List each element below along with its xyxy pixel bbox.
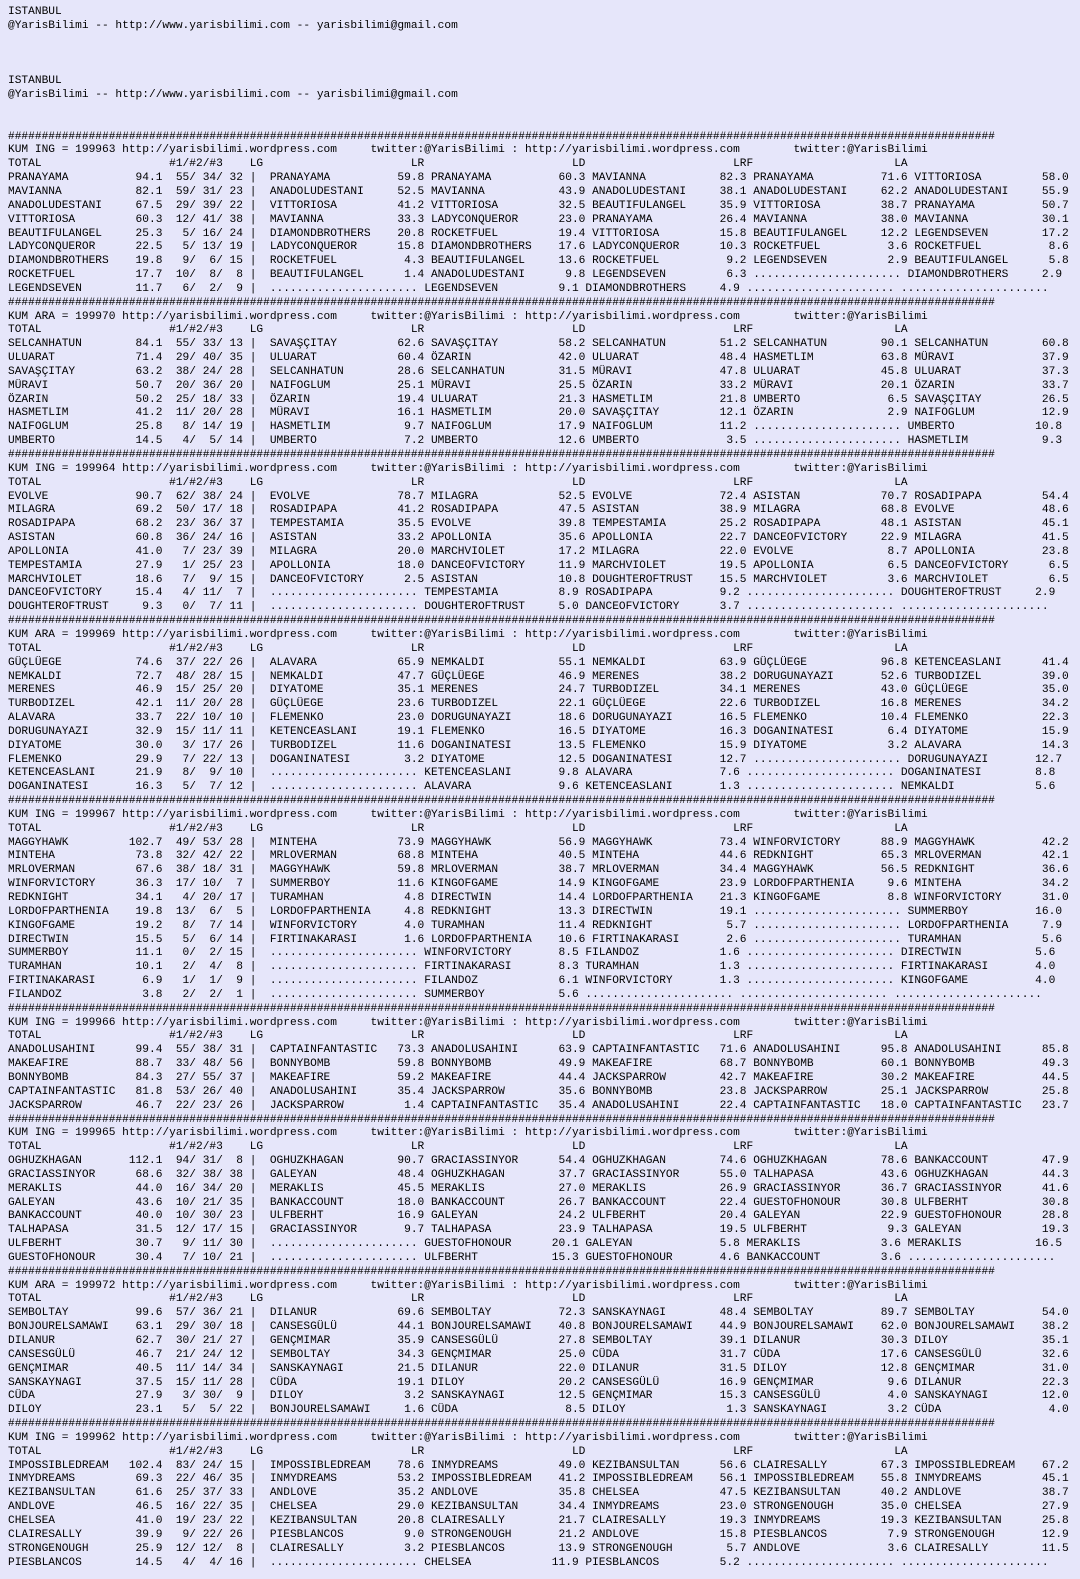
race-row: GRACIASSINYOR 68.6 32/ 38/ 38 | GALEYAN 48.4 OGHUZKHAGAN 37.7 GRACIASSINYOR 55.0 TALHAPASA 43.6 OGHUZKHAGAN 44.3: [8, 1168, 1069, 1181]
race-row: TURBODIZEL 42.1 11/ 20/ 28 | GÜÇLÜEGE 23.6 TURBODIZEL 22.1 GÜÇLÜEGE 22.6 TURBODIZEL 16.8 MERENES 34.2: [8, 698, 1069, 711]
race-row: SUMMERBOY 11.1 0/ 2/ 15 | ...................... WINFORVICTORY 8.5 FILANDOZ 1.6 ...................... DIRECTWIN 5.6: [8, 947, 1056, 960]
column-header: TOTAL #1/#2/#3 LG LR LD LRF LA: [8, 1141, 908, 1154]
race-row: CANSESGÜLÜ 46.7 21/ 24/ 12 | SEMBOLTAY 34.3 GENÇMIMAR 25.0 CÜDA 31.7 CÜDA 17.6 CANSESGÜLÜ 32.6: [8, 1348, 1069, 1361]
section-separator: ###################################################################################################################################################: [8, 1002, 995, 1015]
race-row: BEAUTIFULANGEL 25.3 5/ 16/ 24 | DIAMONDBROTHERS 20.8 ROCKETFUEL 19.4 VITTORIOSA 15.8 BEAUTIFULANGEL 12.2 LEGENDSEVEN 17.2: [8, 227, 1069, 240]
race-title: KUM ING = 199967 http://yarisbilimi.wordpress.com twitter:@YarisBilimi : http://yarisbilimi.wordpress.com twitter:@YarisBilimi: [8, 808, 928, 821]
race-row: IMPOSSIBLEDREAM 102.4 83/ 24/ 15 | IMPOSSIBLEDREAM 78.6 INMYDREAMS 49.0 KEZIBANSULTAN 56.6 CLAIRESALLY 67.3 IMPOSSIBLEDREAM 67.2: [8, 1459, 1069, 1472]
race-row: CLAIRESALLY 39.9 9/ 22/ 26 | PIESBLANCOS 9.0 STRONGENOUGH 21.2 ANDLOVE 15.8 PIESBLANCOS 7.9 STRONGENOUGH 12.9: [8, 1528, 1069, 1541]
race-row: GUESTOFHONOUR 30.4 7/ 10/ 21 | ...................... ULFBERHT 15.3 GUESTOFHONOUR 4.6 BANKACCOUNT 3.6 ......................: [8, 1251, 1056, 1264]
race-row: FIRTINAKARASI 6.9 1/ 1/ 9 | ...................... FILANDOZ 6.1 WINFORVICTORY 1.3 ...................... KINGOFGAME 4.0: [8, 975, 1056, 988]
race-row: PIESBLANCOS 14.5 4/ 4/ 16 | ...................... CHELSEA 11.9 PIESBLANCOS 5.2 ...................... ......................: [8, 1556, 1049, 1569]
race-row: BONJOURELSAMAWI 63.1 29/ 30/ 18 | CANSESGÜLÜ 44.1 BONJOURELSAMAWI 40.8 BONJOURELSAMAWI 44.9 BONJOURELSAMAWI 62.0 BONJOURELSAMAWI 38.2: [8, 1321, 1069, 1334]
race-row: MARCHVIOLET 18.6 7/ 9/ 15 | DANCEOFVICTORY 2.5 ASISTAN 10.8 DOUGHTEROFTRUST 15.5 MARCHVIOLET 3.6 MARCHVIOLET 6.5: [8, 573, 1069, 586]
race-row: SANSKAYNAGI 37.5 15/ 11/ 28 | CÜDA 19.1 DILOY 20.2 CANSESGÜLÜ 16.9 GENÇMIMAR 9.6 DILANUR 22.3: [8, 1376, 1069, 1389]
column-header: TOTAL #1/#2/#3 LG LR LD LRF LA: [8, 1293, 908, 1306]
race-row: KEZIBANSULTAN 61.6 25/ 37/ 33 | ANDLOVE 35.2 ANDLOVE 35.8 CHELSEA 47.5 KEZIBANSULTAN 40.2 ANDLOVE 38.7: [8, 1487, 1069, 1500]
header-contact: @YarisBilimi -- http://www.yarisbilimi.com -- yarisbilimi@gmail.com: [8, 19, 458, 32]
race-row: ULUARAT 71.4 29/ 40/ 35 | ULUARAT 60.4 ÖZARIN 42.0 ULUARAT 48.4 HASMETLIM 63.8 MÜRAVI 37.9: [8, 352, 1069, 365]
race-row: TALHAPASA 31.5 12/ 17/ 15 | GRACIASSINYOR 9.7 TALHAPASA 23.9 TALHAPASA 19.5 ULFBERHT 9.3 GALEYAN 19.3: [8, 1224, 1069, 1237]
race-title: KUM ING = 199963 http://yarisbilimi.wordpress.com twitter:@YarisBilimi : http://yarisbilimi.wordpress.com twitter:@YarisBilimi: [8, 144, 928, 157]
column-header: TOTAL #1/#2/#3 LG LR LD LRF LA: [8, 1030, 908, 1043]
race-row: ANDLOVE 46.5 16/ 22/ 35 | CHELSEA 29.0 KEZIBANSULTAN 34.4 INMYDREAMS 23.0 STRONGENOUGH 35.0 CHELSEA 27.9: [8, 1501, 1069, 1514]
race-title: KUM ARA = 199972 http://yarisbilimi.wordpress.com twitter:@YarisBilimi : http://yarisbilimi.wordpress.com twitter:@YarisBilimi: [8, 1279, 928, 1292]
race-row: OGHUZKHAGAN 112.1 94/ 31/ 8 | OGHUZKHAGAN 90.7 GRACIASSINYOR 54.4 OGHUZKHAGAN 74.6 OGHUZKHAGAN 78.6 BANKACCOUNT 47.9: [8, 1155, 1069, 1168]
race-row: GALEYAN 43.6 10/ 21/ 35 | BANKACCOUNT 18.0 BANKACCOUNT 26.7 BANKACCOUNT 22.4 GUESTOFHONOUR 30.8 ULFBERHT 30.8: [8, 1196, 1069, 1209]
race-row: BANKACCOUNT 40.0 10/ 30/ 23 | ULFBERHT 16.9 GALEYAN 24.2 ULFBERHT 20.4 GALEYAN 22.9 GUESTOFHONOUR 28.8: [8, 1210, 1069, 1223]
column-header: TOTAL #1/#2/#3 LG LR LD LRF LA: [8, 158, 908, 171]
section-separator: ###################################################################################################################################################: [8, 130, 995, 143]
section-separator: ###################################################################################################################################################: [8, 296, 995, 309]
race-row: MERAKLIS 44.0 16/ 34/ 20 | MERAKLIS 45.5 MERAKLIS 27.0 MERAKLIS 26.9 GRACIASSINYOR 36.7 GRACIASSINYOR 41.6: [8, 1182, 1069, 1195]
race-row: DILOY 23.1 5/ 5/ 22 | BONJOURELSAMAWI 1.6 CÜDA 8.5 DILOY 1.3 SANSKAYNAGI 3.2 CÜDA 4.0: [8, 1404, 1069, 1417]
race-row: LEGENDSEVEN 11.7 6/ 2/ 9 | ...................... LEGENDSEVEN 9.1 DIAMONDBROTHERS 4.9 ...................... ......................: [8, 282, 1049, 295]
race-row: HASMETLIM 41.2 11/ 20/ 28 | MÜRAVI 16.1 HASMETLIM 20.0 SAVAŞÇITAY 12.1 ÖZARIN 2.9 NAIFOGLUM 12.9: [8, 407, 1069, 420]
race-title: KUM ING = 199964 http://yarisbilimi.wordpress.com twitter:@YarisBilimi : http://yarisbilimi.wordpress.com twitter:@YarisBilimi: [8, 462, 928, 475]
column-header: TOTAL #1/#2/#3 LG LR LD LRF LA: [8, 1445, 908, 1458]
race-row: EVOLVE 90.7 62/ 38/ 24 | EVOLVE 78.7 MILAGRA 52.5 EVOLVE 72.4 ASISTAN 70.7 ROSADIPAPA 54.4: [8, 490, 1069, 503]
race-title: KUM ARA = 199970 http://yarisbilimi.wordpress.com twitter:@YarisBilimi : http://yarisbilimi.wordpress.com twitter:@YarisBilimi: [8, 310, 928, 323]
race-row: MAGGYHAWK 102.7 49/ 53/ 28 | MINTEHA 73.9 MAGGYHAWK 56.9 MAGGYHAWK 73.4 WINFORVICTORY 88.9 MAGGYHAWK 42.2: [8, 836, 1069, 849]
race-row: MAKEAFIRE 88.7 33/ 48/ 56 | BONNYBOMB 59.8 BONNYBOMB 49.9 MAKEAFIRE 68.7 BONNYBOMB 60.1 BONNYBOMB 49.3: [8, 1058, 1069, 1071]
section-separator: ###################################################################################################################################################: [8, 1265, 995, 1278]
race-row: DORUGUNAYAZI 32.9 15/ 11/ 11 | KETENCEASLANI 19.1 FLEMENKO 16.5 DIYATOME 16.3 DOGANINATESI 6.4 DIYATOME 15.9: [8, 725, 1069, 738]
race-row: DIAMONDBROTHERS 19.8 9/ 6/ 15 | ROCKETFUEL 4.3 BEAUTIFULANGEL 13.6 ROCKETFUEL 9.2 LEGENDSEVEN 2.9 BEAUTIFULANGEL 5.8: [8, 255, 1069, 268]
section-separator: ###################################################################################################################################################: [8, 1418, 995, 1431]
race-row: BONNYBOMB 84.3 27/ 55/ 37 | MAKEAFIRE 59.2 MAKEAFIRE 44.4 JACKSPARROW 42.7 MAKEAFIRE 30.2 MAKEAFIRE 44.5: [8, 1071, 1069, 1084]
race-row: DIRECTWIN 15.5 5/ 6/ 14 | FIRTINAKARASI 1.6 LORDOFPARTHENIA 10.6 FIRTINAKARASI 2.6 ...................... TURAMHAN 5.6: [8, 933, 1063, 946]
race-row: SAVAŞÇITAY 63.2 38/ 24/ 28 | SELCANHATUN 28.6 SELCANHATUN 31.5 MÜRAVI 47.8 ULUARAT 45.8 ULUARAT 37.3: [8, 365, 1069, 378]
race-row: REDKNIGHT 34.1 4/ 20/ 17 | TURAMHAN 4.8 DIRECTWIN 14.4 LORDOFPARTHENIA 21.3 KINGOFGAME 8.8 WINFORVICTORY 31.0: [8, 892, 1069, 904]
race-row: MERENES 46.9 15/ 25/ 20 | DIYATOME 35.1 MERENES 24.7 TURBODIZEL 34.1 MERENES 43.0 GÜÇLÜEGE 35.0: [8, 684, 1069, 697]
race-row: MILAGRA 69.2 50/ 17/ 18 | ROSADIPAPA 41.2 ROSADIPAPA 47.5 ASISTAN 38.9 MILAGRA 68.8 EVOLVE 48.6: [8, 504, 1069, 517]
race-row: KETENCEASLANI 21.9 8/ 9/ 10 | ...................... KETENCEASLANI 9.8 ALAVARA 7.6 ...................... DOGANINATESI 8.8: [8, 767, 1056, 780]
race-row: CHELSEA 41.0 19/ 23/ 22 | KEZIBANSULTAN 20.8 CLAIRESALLY 21.7 CLAIRESALLY 19.3 INMYDREAMS 19.3 KEZIBANSULTAN 25.8: [8, 1514, 1069, 1527]
race-row: APOLLONIA 41.0 7/ 23/ 39 | MILAGRA 20.0 MARCHVIOLET 17.2 MILAGRA 22.0 EVOLVE 8.7 APOLLONIA 23.8: [8, 545, 1069, 558]
race-row: TEMPESTAMIA 27.9 1/ 25/ 23 | APOLLONIA 18.0 DANCEOFVICTORY 11.9 MARCHVIOLET 19.5 APOLLONIA 6.5 DANCEOFVICTORY 6.5: [8, 559, 1069, 572]
race-row: ÖZARIN 50.2 25/ 18/ 33 | ÖZARIN 19.4 ULUARAT 21.3 HASMETLIM 21.8 UMBERTO 6.5 SAVAŞÇITAY 26.5: [8, 393, 1069, 406]
race-row: DANCEOFVICTORY 15.4 4/ 11/ 7 | ...................... TEMPESTAMIA 8.9 ROSADIPAPA 9.2 ...................... DOUGHTEROFTRUST 2.9: [8, 587, 1056, 600]
race-row: DOUGHTEROFTRUST 9.3 0/ 7/ 11 | ...................... DOUGHTEROFTRUST 5.0 DANCEOFVICTORY 3.7 ...................... ......................: [8, 601, 1049, 614]
race-row: ASISTAN 60.8 36/ 24/ 16 | ASISTAN 33.2 APOLLONIA 35.6 APOLLONIA 22.7 DANCEOFVICTORY 22.9 MILAGRA 41.5: [8, 532, 1069, 545]
column-header: TOTAL #1/#2/#3 LG LR LD LRF LA: [8, 822, 908, 835]
race-title: KUM ING = 199965 http://yarisbilimi.wordpress.com twitter:@YarisBilimi : http://yarisbilimi.wordpress.com twitter:@YarisBilimi: [8, 1127, 928, 1140]
race-row: VITTORIOSA 60.3 12/ 41/ 38 | MAVIANNA 33.3 LADYCONQUEROR 23.0 PRANAYAMA 26.4 MAVIANNA 38.0 MAVIANNA 30.1: [8, 213, 1069, 226]
race-row: JACKSPARROW 46.7 22/ 23/ 26 | JACKSPARROW 1.4 CAPTAINFANTASTIC 35.4 ANADOLUSAHINI 22.4 CAPTAINFANTASTIC 18.0 CAPTAINFANTASTIC 23.7: [8, 1099, 1069, 1112]
section-separator: ###################################################################################################################################################: [8, 449, 995, 461]
race-row: FILANDOZ 3.8 2/ 2/ 1 | ...................... SUMMERBOY 5.6 ...................... ...................... ......................: [8, 988, 1042, 1001]
race-row: SELCANHATUN 84.1 55/ 33/ 13 | SAVAŞÇITAY 62.6 SAVAŞÇITAY 58.2 SELCANHATUN 51.2 SELCANHATUN 90.1 SELCANHATUN 60.8: [8, 338, 1069, 351]
section-separator: ###################################################################################################################################################: [8, 1113, 995, 1126]
header-city: ISTANBUL: [8, 75, 62, 88]
race-row: NEMKALDI 72.7 48/ 28/ 15 | NEMKALDI 47.7 GÜÇLÜEGE 46.9 MERENES 38.2 DORUGUNAYAZI 52.6 TURBODIZEL 39.0: [8, 670, 1069, 683]
column-header: TOTAL #1/#2/#3 LG LR LD LRF LA: [8, 324, 908, 337]
race-row: STRONGENOUGH 25.9 12/ 12/ 8 | CLAIRESALLY 3.2 PIESBLANCOS 13.9 STRONGENOUGH 5.7 ANDLOVE 3.6 CLAIRESALLY 11.5: [8, 1542, 1069, 1555]
race-row: LORDOFPARTHENIA 19.8 13/ 6/ 5 | LORDOFPARTHENIA 4.8 REDKNIGHT 13.3 DIRECTWIN 19.1 ...................... SUMMERBOY 16.0: [8, 905, 1063, 918]
race-row: INMYDREAMS 69.3 22/ 46/ 35 | INMYDREAMS 53.2 IMPOSSIBLEDREAM 41.2 IMPOSSIBLEDREAM 56.1 IMPOSSIBLEDREAM 55.8 INMYDREAMS 45.1: [8, 1473, 1069, 1486]
race-row: FLEMENKO 29.9 7/ 22/ 13 | DOGANINATESI 3.2 DIYATOME 12.5 DOGANINATESI 12.7 ...................... DORUGUNAYAZI 12.7: [8, 753, 1063, 766]
race-row: CAPTAINFANTASTIC 81.8 53/ 26/ 40 | ANADOLUSAHINI 35.4 JACKSPARROW 35.6 BONNYBOMB 23.8 JACKSPARROW 25.1 JACKSPARROW 25.8: [8, 1085, 1069, 1098]
race-title: KUM ARA = 199969 http://yarisbilimi.wordpress.com twitter:@YarisBilimi : http://yarisbilimi.wordpress.com twitter:@YarisBilimi: [8, 628, 928, 641]
race-row: MAVIANNA 82.1 59/ 31/ 23 | ANADOLUDESTANI 52.5 MAVIANNA 43.9 ANADOLUDESTANI 38.1 ANADOLUDESTANI 62.2 ANADOLUDESTANI 55.9: [8, 185, 1069, 198]
race-row: KINGOFGAME 19.2 8/ 7/ 14 | WINFORVICTORY 4.0 TURAMHAN 11.4 REDKNIGHT 5.7 ...................... LORDOFPARTHENIA 7.9: [8, 919, 1063, 932]
header-city: ISTANBUL: [8, 6, 62, 18]
race-row: DIYATOME 30.0 3/ 17/ 26 | TURBODIZEL 11.6 DOGANINATESI 13.5 FLEMENKO 15.9 DIYATOME 3.2 ALAVARA 14.3: [8, 739, 1069, 752]
race-title: KUM ING = 199966 http://yarisbilimi.wordpress.com twitter:@YarisBilimi : http://yarisbilimi.wordpress.com twitter:@YarisBilimi: [8, 1016, 928, 1029]
race-row: LADYCONQUEROR 22.5 5/ 13/ 19 | LADYCONQUEROR 15.8 DIAMONDBROTHERS 17.6 LADYCONQUEROR 10.3 ROCKETFUEL 3.6 ROCKETFUEL 8.6: [8, 241, 1069, 254]
race-row: ROSADIPAPA 68.2 23/ 36/ 37 | TEMPESTAMIA 35.5 EVOLVE 39.8 TEMPESTAMIA 25.2 ROSADIPAPA 48.1 ASISTAN 45.1: [8, 518, 1069, 531]
race-row: ANADOLUSAHINI 99.4 55/ 38/ 31 | CAPTAINFANTASTIC 73.3 ANADOLUSAHINI 63.9 CAPTAINFANTASTIC 71.6 ANADOLUSAHINI 95.8 ANADOLUSAHINI 85.8: [8, 1044, 1069, 1057]
race-row: TURAMHAN 10.1 2/ 4/ 8 | ...................... FIRTINAKARASI 8.3 TURAMHAN 1.3 ...................... FIRTINAKARASI 4.0: [8, 961, 1056, 974]
race-row: GENÇMIMAR 40.5 11/ 14/ 34 | SANSKAYNAGI 21.5 DILANUR 22.0 DILANUR 31.5 DILOY 12.8 GENÇMIMAR 31.0: [8, 1362, 1069, 1375]
race-row: DILANUR 62.7 30/ 21/ 27 | GENÇMIMAR 35.9 CANSESGÜLÜ 27.8 SEMBOLTAY 39.1 DILANUR 30.3 DILOY 35.1: [8, 1335, 1069, 1347]
race-title: KUM ING = 199962 http://yarisbilimi.wordpress.com twitter:@YarisBilimi : http://yarisbilimi.wordpress.com twitter:@YarisBilimi: [8, 1431, 928, 1444]
race-row: ANADOLUDESTANI 67.5 29/ 39/ 22 | VITTORIOSA 41.2 VITTORIOSA 32.5 BEAUTIFULANGEL 35.9 VITTORIOSA 38.7 PRANAYAMA 50.7: [8, 199, 1069, 212]
race-row: MRLOVERMAN 67.6 38/ 18/ 31 | MAGGYHAWK 59.8 MRLOVERMAN 38.7 MRLOVERMAN 34.4 MAGGYHAWK 56.5 REDKNIGHT 36.6: [8, 864, 1069, 877]
race-row: CÜDA 27.9 3/ 30/ 9 | DILOY 3.2 SANSKAYNAGI 12.5 GENÇMIMAR 15.3 CANSESGÜLÜ 4.0 SANSKAYNAGI 12.0: [8, 1390, 1069, 1403]
race-row: PRANAYAMA 94.1 55/ 34/ 32 | PRANAYAMA 59.8 PRANAYAMA 60.3 MAVIANNA 82.3 PRANAYAMA 71.6 VITTORIOSA 58.0: [8, 172, 1069, 185]
header-contact: @YarisBilimi -- http://www.yarisbilimi.com -- yarisbilimi@gmail.com: [8, 89, 458, 102]
race-row: UMBERTO 14.5 4/ 5/ 14 | UMBERTO 7.2 UMBERTO 12.6 UMBERTO 3.5 ...................... HASMETLIM 9.3: [8, 435, 1063, 448]
race-row: MÜRAVI 50.7 20/ 36/ 20 | NAIFOGLUM 25.1 MÜRAVI 25.5 ÖZARIN 33.2 MÜRAVI 20.1 ÖZARIN 33.7: [8, 379, 1069, 392]
race-row: SEMBOLTAY 99.6 57/ 36/ 21 | DILANUR 69.6 SEMBOLTAY 72.3 SANSKAYNAGI 48.4 SEMBOLTAY 89.7 SEMBOLTAY 54.0: [8, 1307, 1069, 1320]
column-header: TOTAL #1/#2/#3 LG LR LD LRF LA: [8, 476, 908, 489]
race-row: ALAVARA 33.7 22/ 10/ 10 | FLEMENKO 23.0 DORUGUNAYAZI 18.6 DORUGUNAYAZI 16.5 FLEMENKO 10.4 FLEMENKO 22.3: [8, 712, 1069, 725]
section-separator: ###################################################################################################################################################: [8, 615, 995, 628]
column-header: TOTAL #1/#2/#3 LG LR LD LRF LA: [8, 642, 908, 655]
race-row: MINTEHA 73.8 32/ 42/ 22 | MRLOVERMAN 68.8 MINTEHA 40.5 MINTEHA 44.6 REDKNIGHT 65.3 MRLOVERMAN 42.1: [8, 850, 1069, 863]
race-row: DOGANINATESI 16.3 5/ 7/ 12 | ...................... ALAVARA 9.6 KETENCEASLANI 1.3 ...................... NEMKALDI 5.6: [8, 781, 1056, 794]
race-row: GÜÇLÜEGE 74.6 37/ 22/ 26 | ALAVARA 65.9 NEMKALDI 55.1 NEMKALDI 63.9 GÜÇLÜEGE 96.8 KETENCEASLANI 41.4: [8, 656, 1069, 669]
race-row: NAIFOGLUM 25.8 8/ 14/ 19 | HASMETLIM 9.7 NAIFOGLUM 17.9 NAIFOGLUM 11.2 ...................... UMBERTO 10.8: [8, 421, 1063, 434]
race-row: ULFBERHT 30.7 9/ 11/ 30 | ...................... GUESTOFHONOUR 20.1 GALEYAN 5.8 MERAKLIS 3.6 MERAKLIS 16.5: [8, 1238, 1063, 1251]
race-row: WINFORVICTORY 36.3 17/ 10/ 7 | SUMMERBOY 11.6 KINGOFGAME 14.9 KINGOFGAME 23.9 LORDOFPARTHENIA 9.6 MINTEHA 34.2: [8, 878, 1069, 891]
race-row: ROCKETFUEL 17.7 10/ 8/ 8 | BEAUTIFULANGEL 1.4 ANADOLUDESTANI 9.8 LEGENDSEVEN 6.3 ...................... DIAMONDBROTHERS 2.9: [8, 269, 1063, 282]
section-separator: ###################################################################################################################################################: [8, 795, 995, 808]
